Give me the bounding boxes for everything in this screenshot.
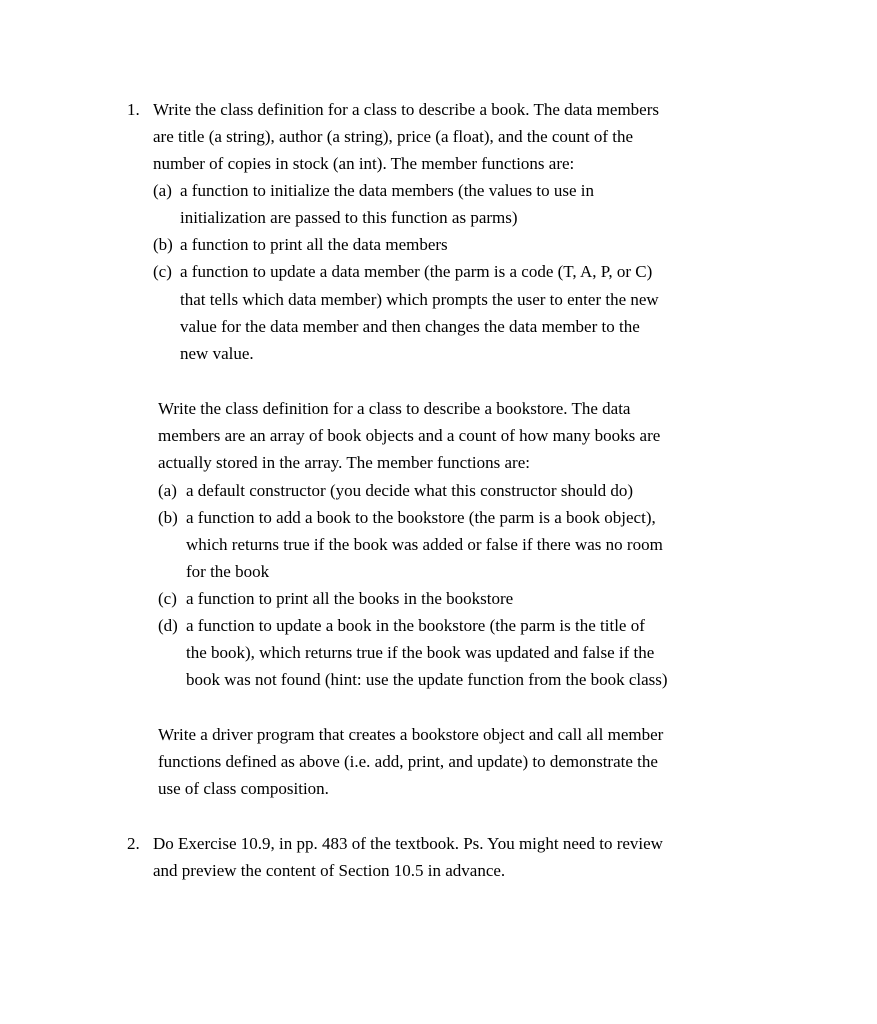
- list-item-label: (b): [158, 508, 178, 527]
- paragraph-line: and preview the content of Section 10.5 in advance.: [153, 861, 506, 880]
- paragraph-line: Write the class definition for a class to describe a bookstore. The data: [158, 399, 631, 418]
- list-item-label: (c): [153, 262, 172, 281]
- list-item-line: initialization are passed to this function as parms): [180, 208, 518, 227]
- paragraph-line: Do Exercise 10.9, in pp. 483 of the textbook. Ps. You might need to review: [153, 834, 663, 853]
- list-item-line: book was not found (hint: use the update function from the book class): [186, 670, 668, 689]
- paragraph-line: actually stored in the array. The member functions are:: [158, 453, 530, 472]
- list-item-line: a function to add a book to the bookstore (the parm is a book object),: [186, 508, 656, 527]
- question-number: 1.: [127, 100, 140, 119]
- list-item-line: for the book: [186, 562, 270, 581]
- paragraph-line: members are an array of book objects and a count of how many books are: [158, 426, 661, 445]
- paragraph-line: use of class composition.: [158, 779, 329, 798]
- paragraph-line: functions defined as above (i.e. add, print, and update) to demonstrate the: [158, 752, 658, 771]
- list-item-line: a function to update a book in the bookstore (the parm is the title of: [186, 616, 645, 635]
- list-item-line: a function to update a data member (the parm is a code (T, A, P, or C): [180, 262, 653, 281]
- list-item-line: a default constructor (you decide what this constructor should do): [186, 481, 634, 500]
- list-item-label: (c): [158, 589, 177, 608]
- list-item-line: value for the data member and then changes the data member to the: [180, 317, 640, 336]
- list-item-line: a function to print all the books in the bookstore: [186, 589, 514, 608]
- paragraph-line: are title (a string), author (a string), price (a float), and the count of the: [153, 127, 634, 146]
- list-item-label: (a): [153, 181, 172, 200]
- list-item-line: which returns true if the book was added or false if there was no room: [186, 535, 663, 554]
- list-item-line: a function to print all the data members: [180, 235, 448, 254]
- question-number: 2.: [127, 834, 140, 853]
- list-item-label: (b): [153, 235, 173, 254]
- list-item-line: a function to initialize the data members (the values to use in: [180, 181, 595, 200]
- list-item-line: new value.: [180, 344, 254, 363]
- list-item-label: (d): [158, 616, 178, 635]
- list-item-line: the book), which returns true if the book was updated and false if the: [186, 643, 655, 662]
- paragraph-line: Write the class definition for a class to describe a book. The data members: [153, 100, 659, 119]
- list-item-label: (a): [158, 481, 177, 500]
- paragraph-line: number of copies in stock (an int). The member functions are:: [153, 154, 575, 173]
- list-item-line: that tells which data member) which prompts the user to enter the new: [180, 290, 659, 309]
- paragraph-line: Write a driver program that creates a bookstore object and call all member: [158, 725, 664, 744]
